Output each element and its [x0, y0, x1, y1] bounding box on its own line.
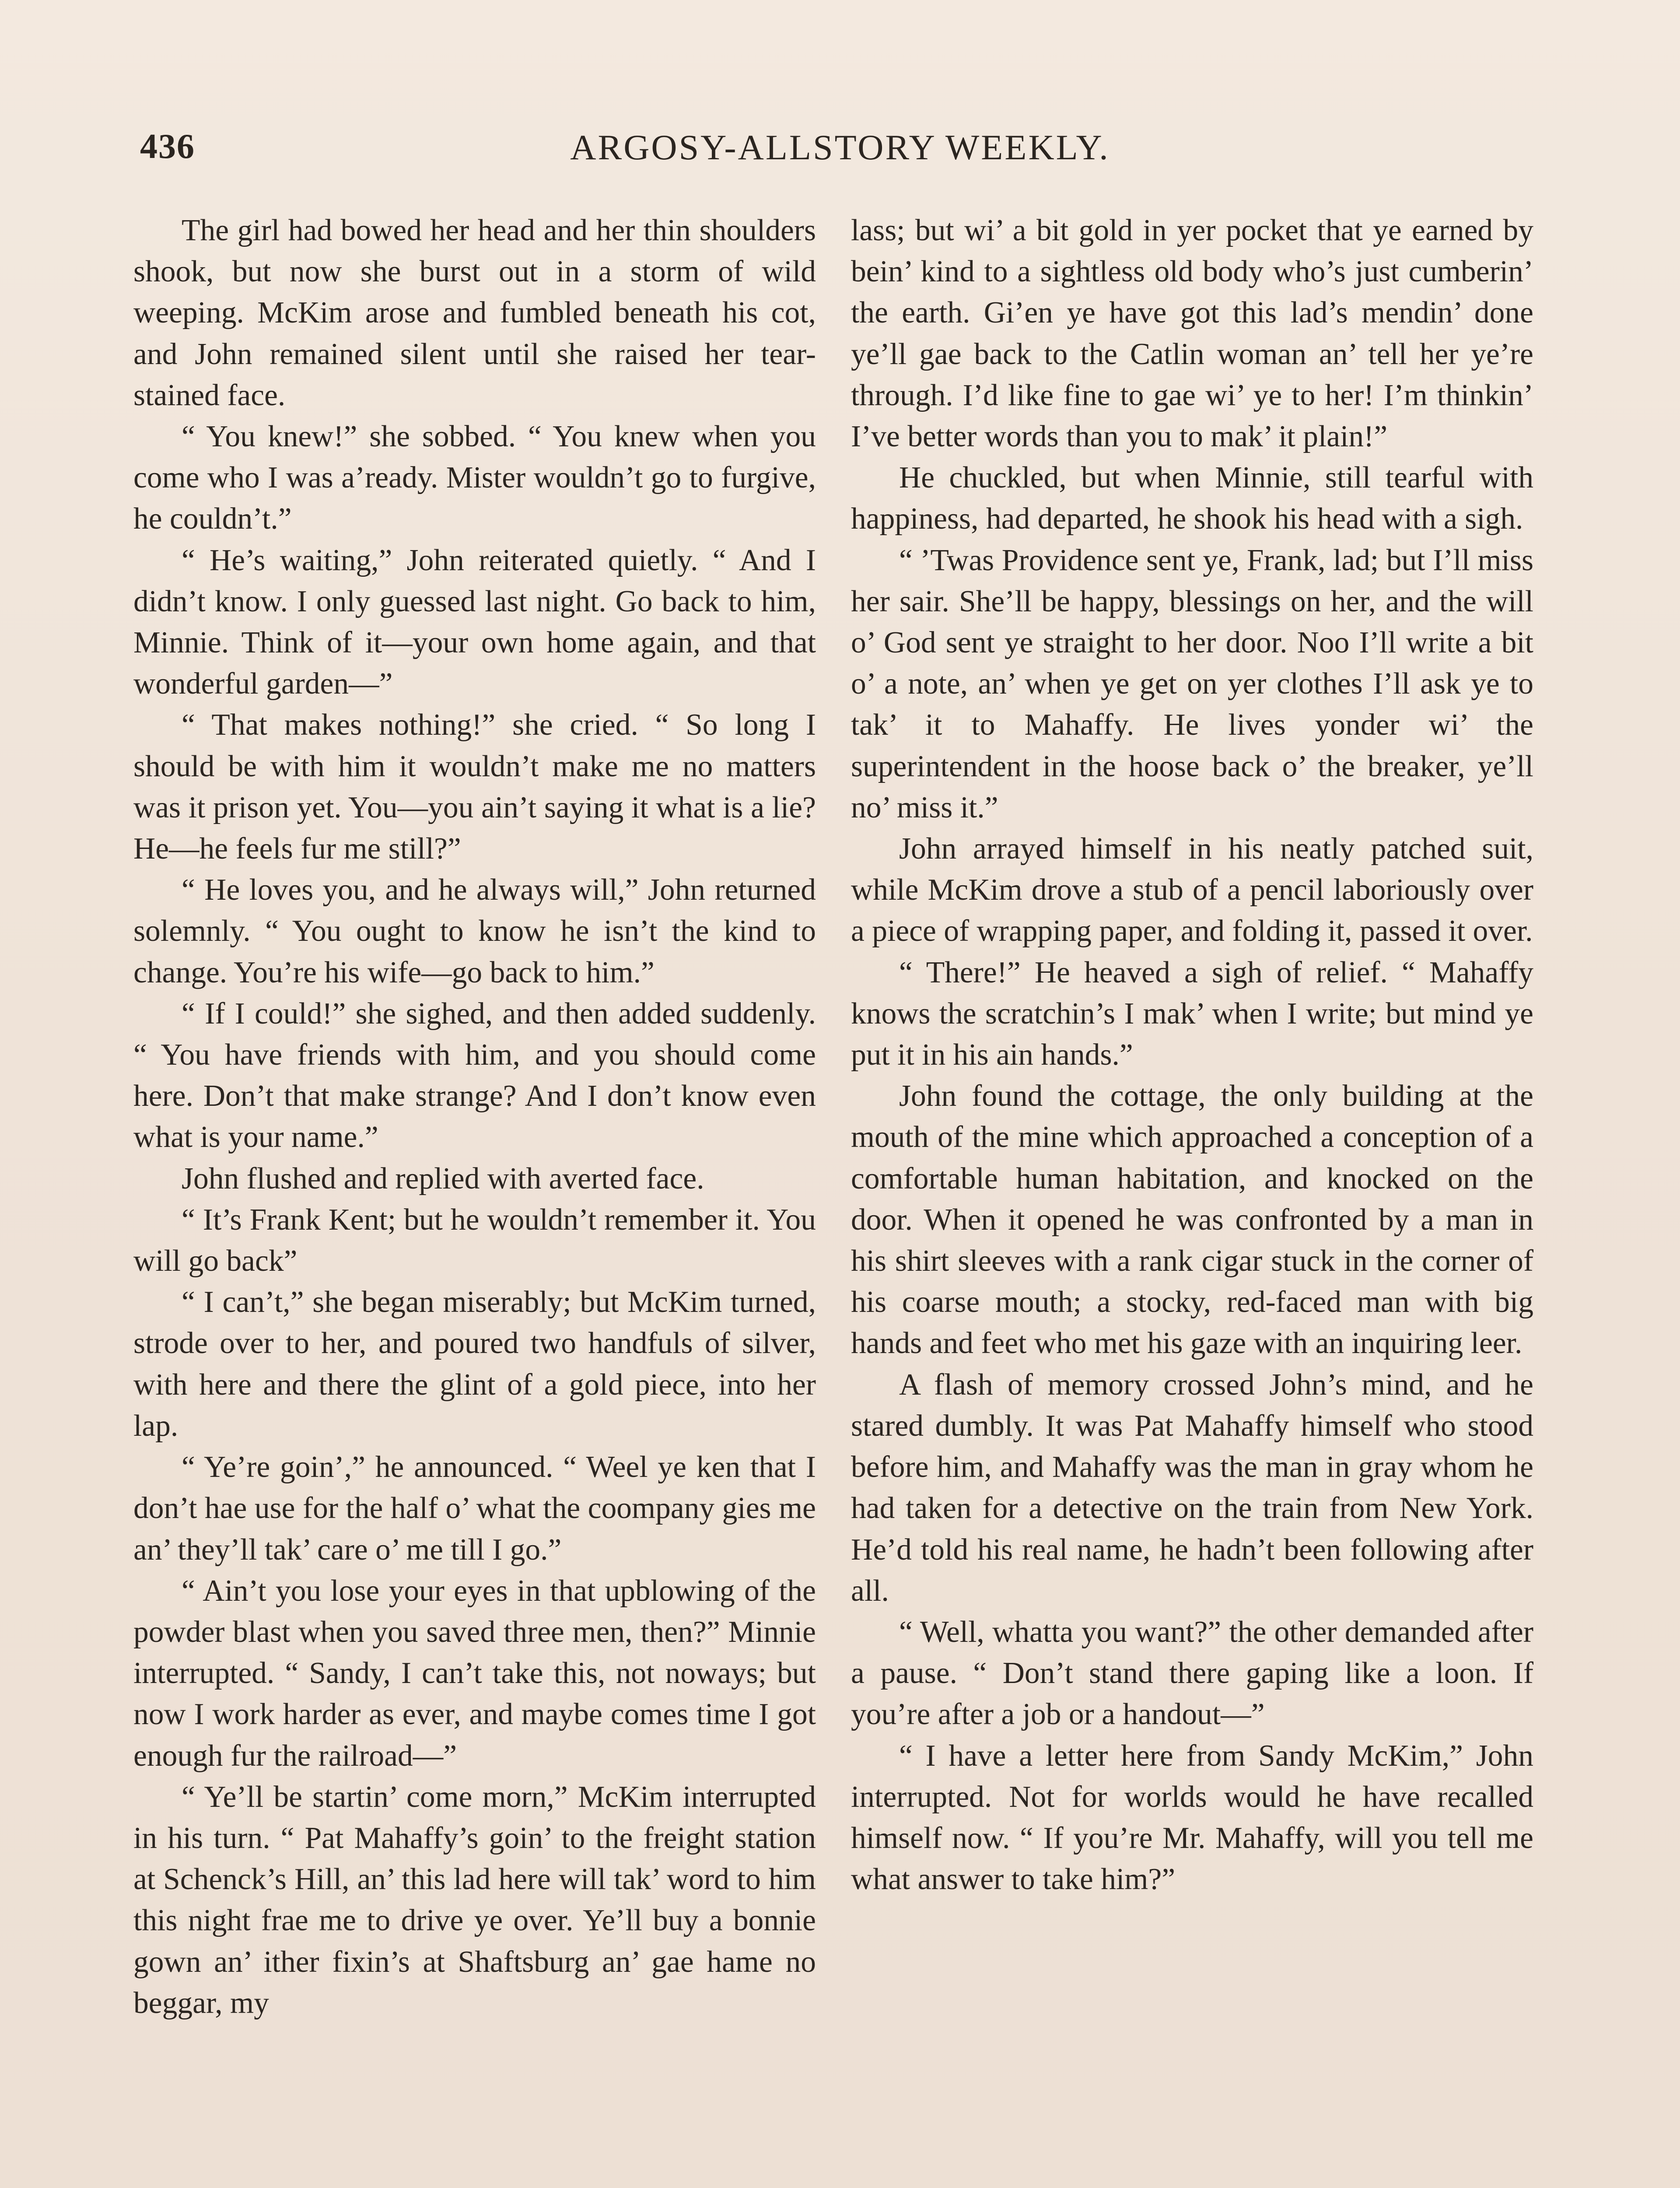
right-column [851, 210, 1533, 1900]
paragraph: “ Ye’ll be startin’ come morn,” McKim interrupted in his turn. “ Pat Mahaffy’s goin’ to the freight station at Schenck’s Hill, an’ this lad here will tak’ word to him this night frae me to drive ye over. Ye’ll buy a bonnie gown an’ ither fixin’s at Shaftsburg an’ gae hame no beggar, my [133, 1780, 816, 2020]
paragraph: “ It’s Frank Kent; but he wouldn’t remember it. You will go back” [133, 1203, 816, 1278]
paragraph: “ You knew!” she sobbed. “ You knew when you come who I was a’ready. Mister wouldn’t go to furgive, he couldn’t.” [133, 420, 816, 536]
page-header [140, 127, 1540, 179]
paragraph: He chuckled, but when Minnie, still tearful with happiness, had departed, he shook his head with a sigh. [851, 461, 1533, 536]
page-number: 436 [140, 127, 195, 166]
running-title: ARGOSY-ALLSTORY WEEKLY. [570, 127, 1110, 167]
paragraph: “ He loves you, and he always will,” John returned solemnly. “ You ought to know he isn’t the kind to change. You’re his wife—go back to him.” [133, 873, 816, 989]
paragraph: A flash of memory crossed John’s mind, and he stared dumbly. It was Pat Mahaffy himself who stood before him, and Mahaffy was the man in gray whom he had taken for a detective on the train from New York. He’d told his real name, he hadn’t been following after all. [851, 1368, 1533, 1608]
paragraph: The girl had bowed her head and her thin shoulders shook, but now she burst out in a storm of wild weeping. McKim arose and fumbled beneath his cot, and John remained silent until she raised her tear-stained face. [133, 214, 816, 412]
paragraph: John found the cottage, the only building at the mouth of the mine which approached a conception of a comfortable human habitation, and knocked on the door. When it opened he was confronted by a man in his shirt sleeves with a rank cigar stuck in the corner of his coarse mouth; a stocky, red-faced man with big hands and feet who met his gaze with an inquiring leer. [851, 1079, 1533, 1360]
paragraph: “ Ye’re goin’,” he announced. “ Weel ye ken that I don’t hae use for the half o’ what the coompany gies me an’ they’ll tak’ care o’ me till I go.” [133, 1450, 816, 1567]
paragraph: “ ’Twas Providence sent ye, Frank, lad; but I’ll miss her sair. She’ll be happy, blessings on her, and the will o’ God sent ye straight to her door. Noo I’ll write a bit o’ a note, an’ when ye get on yer clothes I’ll ask ye to tak’ it to Mahaffy. He lives yonder wi’ the superintendent in the hoose back o’ the breaker, ye’ll no’ miss it.” [851, 543, 1533, 824]
paragraph: “ That makes nothing!” she cried. “ So long I should be with him it wouldn’t make me no matters was it prison yet. You—you ain’t saying it what is a lie? He—he feels fur me still?” [133, 708, 816, 866]
paragraph: “ I can’t,” she began miserably; but McKim turned, strode over to her, and poured two handfuls of silver, with here and there the glint of a gold piece, into her lap. [133, 1285, 816, 1443]
paragraph: “ Well, whatta you want?” the other demanded after a pause. “ Don’t stand there gaping like a loon. If you’re after a job or a handout—” [851, 1615, 1533, 1732]
paragraph: “ If I could!” she sighed, and then added suddenly. “ You have friends with him, and you should come here. Don’t that make strange? And I don’t know even what is your name.” [133, 996, 816, 1154]
left-column [133, 210, 816, 2024]
paragraph: “ Ain’t you lose your eyes in that upblowing of the powder blast when you saved three men, then?” Minnie interrupted. “ Sandy, I can’t take this, not noways; but now I work harder as ever, and maybe comes time I got enough fur the railroad—” [133, 1574, 816, 1773]
paragraph: “ He’s waiting,” John reiterated quietly. “ And I didn’t know. I only guessed last night. Go back to him, Minnie. Think of it—your own home again, and that wonderful garden—” [133, 543, 816, 701]
paragraph: John flushed and replied with averted face. [182, 1161, 704, 1196]
paragraph: lass; but wi’ a bit gold in yer pocket that ye earned by bein’ kind to a sightless old body who’s just cumberin’ the earth. Gi’en ye have got this lad’s mendin’ done ye’ll gae back to the Catlin woman an’ tell her ye’re through. I’d like fine to gae wi’ ye to her! I’m thinkin’ I’ve better words than you to mak’ it plain!” [851, 214, 1533, 454]
paragraph: “ I have a letter here from Sandy McKim,” John interrupted. Not for worlds would he have recalled himself now. “ If you’re Mr. Mahaffy, will you tell me what answer to take him?” [851, 1739, 1533, 1897]
paragraph: “ There!” He heaved a sigh of relief. “ Mahaffy knows the scratchin’s I mak’ when I write; but mind ye put it in his ain hands.” [851, 955, 1533, 1072]
paragraph: John arrayed himself in his neatly patched suit, while McKim drove a stub of a pencil laboriously over a piece of wrapping paper, and folding it, passed it over. [851, 832, 1533, 948]
